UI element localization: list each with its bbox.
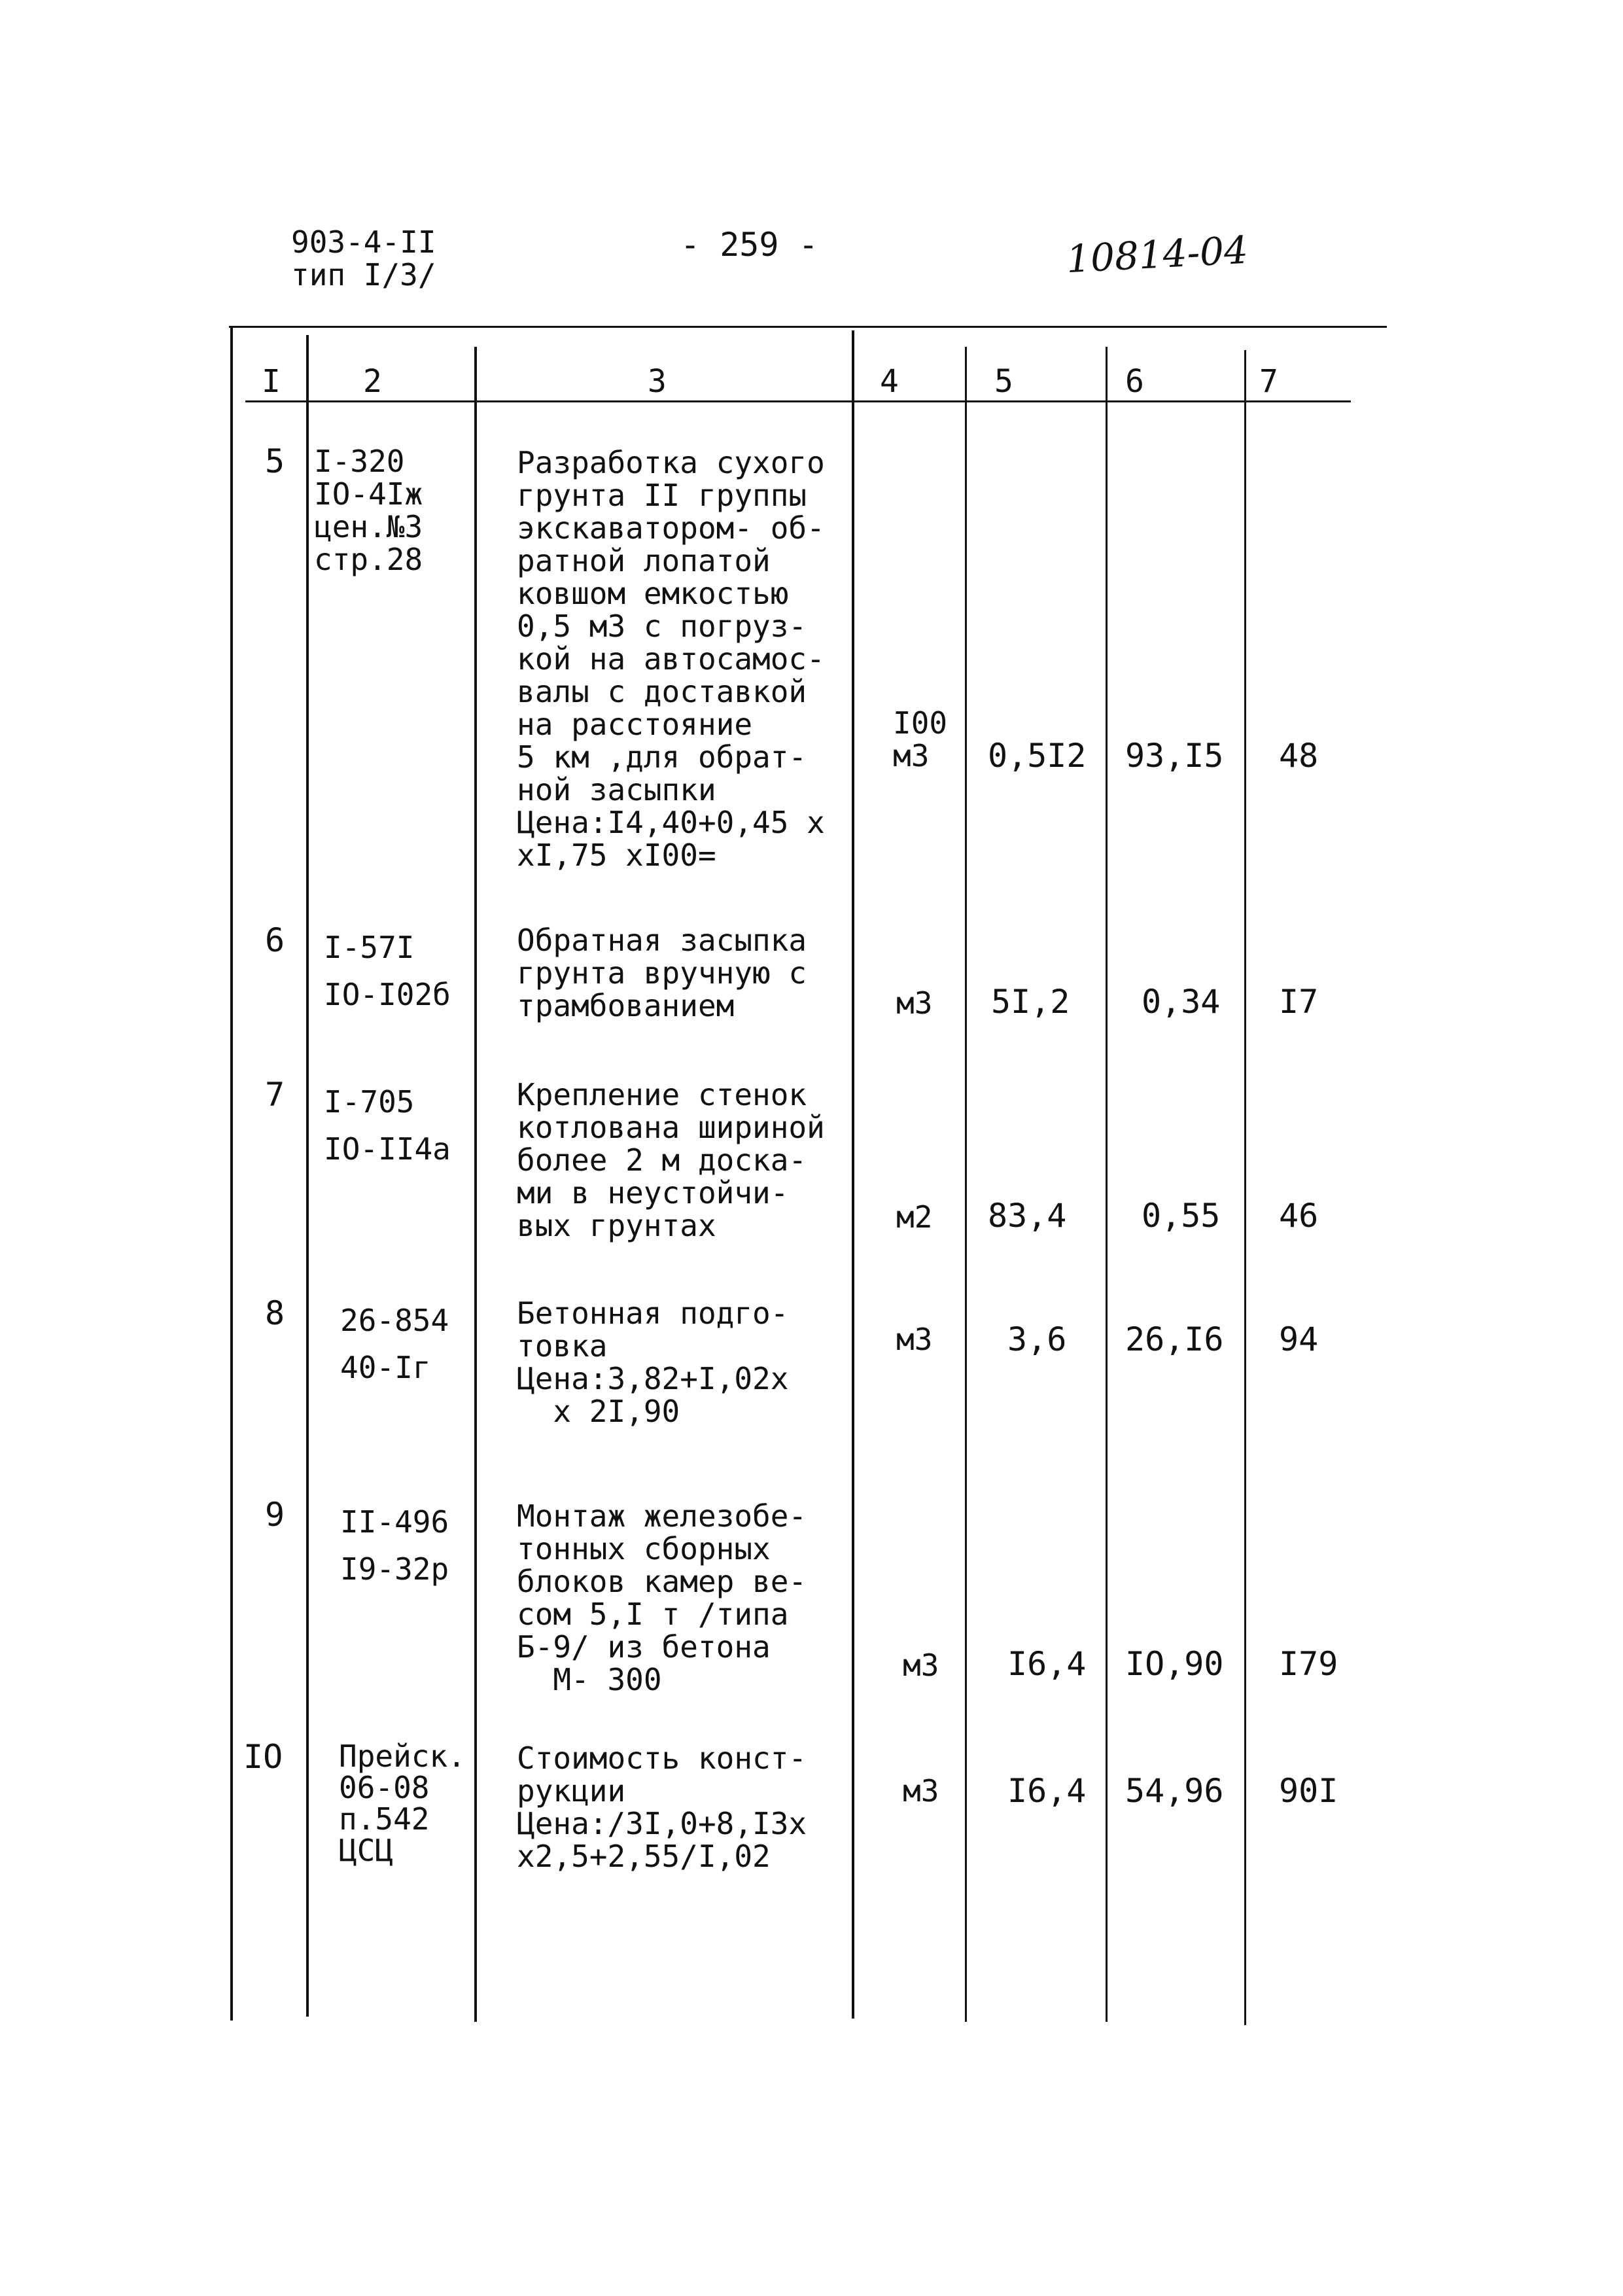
unit-price: 93,I5 — [1125, 737, 1224, 775]
rate-reference: I-320 IO-4Iж цен.№3 стр.28 — [314, 444, 423, 577]
column-divider — [230, 326, 233, 2021]
rate-reference: II-496 I9-32р — [340, 1504, 449, 1587]
header-rule — [245, 400, 1351, 402]
column-header-7: 7 — [1259, 363, 1278, 400]
unit-price: 26,I6 — [1125, 1320, 1224, 1358]
unit: м3 — [903, 1773, 939, 1809]
column-header-5: 5 — [994, 363, 1013, 400]
rate-reference: I-57I IO-I02б — [324, 930, 451, 1012]
row-number: 7 — [265, 1076, 285, 1114]
unit: I00 м3 — [893, 705, 948, 773]
column-divider — [306, 335, 309, 2017]
work-description: Монтаж железобе- тонных сборных блоков камер ве- сом 5,I т /типа Б-9/ из бетона М- 300 — [517, 1498, 807, 1697]
work-description: Стоимость конст- рукции Цена:/3I,0+8,I3х х2,5+2,55/I,02 — [517, 1740, 807, 1874]
quantity: 83,4 — [988, 1197, 1067, 1235]
quantity: 0,5I2 — [988, 737, 1087, 775]
column-header-1: I — [262, 363, 281, 400]
column-divider — [1106, 347, 1108, 2022]
total-cost: I7 — [1279, 983, 1319, 1021]
unit: м3 — [896, 1322, 933, 1357]
unit: м3 — [896, 985, 933, 1021]
quantity: I6,4 — [1007, 1772, 1087, 1810]
work-description: Бетонная подго- товка Цена:3,82+I,02х х 2I,90 — [517, 1296, 789, 1429]
row-number: 5 — [265, 442, 285, 480]
row-number: 8 — [265, 1294, 285, 1332]
column-divider — [965, 347, 967, 2022]
unit: м3 — [903, 1648, 939, 1683]
rate-reference: Прейск. 06-08 п.542 ЦСЦ — [339, 1739, 466, 1868]
table-top-border — [229, 326, 1387, 328]
total-cost: I79 — [1279, 1645, 1338, 1683]
work-description: Обратная засыпка грунта вручную с трамбованием — [517, 923, 807, 1023]
unit-price: 0,34 — [1142, 983, 1221, 1021]
quantity: 5I,2 — [991, 983, 1070, 1021]
work-description: Разработка сухого грунта II группы экскаватором- об- ратной лопатой ковшом емкостью 0,5 м3 с погруз- кой на автосамос- валы с доставкой на расстояние 5 км ,для обрат- ной засыпки Цена:I4,40+0,45 х хI,75 хI00= — [517, 445, 825, 873]
column-header-3: 3 — [648, 363, 667, 400]
total-cost: 94 — [1279, 1320, 1319, 1358]
column-divider — [474, 347, 477, 2022]
rate-reference: I-705 IO-II4а — [324, 1084, 451, 1167]
column-divider — [1244, 350, 1246, 2025]
unit: м2 — [896, 1199, 933, 1235]
total-cost: 90I — [1279, 1772, 1338, 1810]
document-code: 903-4-II тип I/3/ — [291, 224, 436, 292]
column-header-4: 4 — [880, 363, 899, 400]
total-cost: 46 — [1279, 1197, 1319, 1235]
quantity: I6,4 — [1007, 1645, 1087, 1683]
row-number: 9 — [265, 1496, 285, 1534]
work-description: Крепление стенок котлована шириной более 2 м доска- ми в неустойчи- вых грунтах — [517, 1077, 825, 1243]
handwritten-reference: 10814-04 — [1065, 227, 1249, 282]
unit-price: IO,90 — [1125, 1645, 1224, 1683]
row-number: 6 — [265, 921, 285, 959]
total-cost: 48 — [1279, 737, 1319, 775]
column-divider — [852, 330, 854, 2019]
unit-price: 0,55 — [1142, 1197, 1221, 1235]
page-number: - 259 - — [680, 226, 818, 264]
column-header-6: 6 — [1125, 363, 1144, 400]
column-header-2: 2 — [363, 363, 382, 400]
rate-reference: 26-854 40-Iг — [340, 1303, 449, 1385]
row-number: IO — [243, 1738, 283, 1776]
quantity: 3,6 — [1007, 1320, 1067, 1358]
unit-price: 54,96 — [1125, 1772, 1224, 1810]
